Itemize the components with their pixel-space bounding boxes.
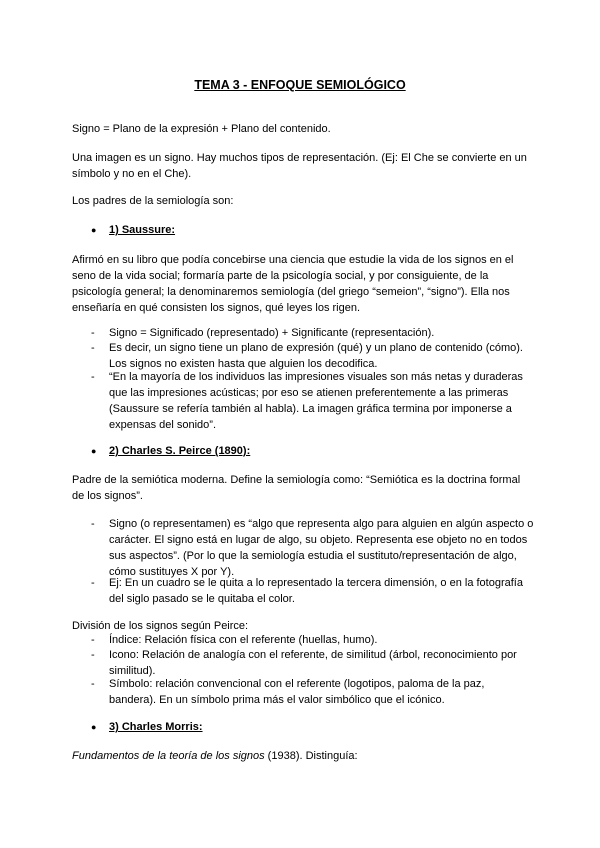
dash-marker: - (91, 342, 95, 354)
paragraph-imagen: Una imagen es un signo. Hay muchos tipos de representación. (Ej: El Che se convierte en un símbolo y no en el Che). (72, 152, 527, 180)
book-title: Fundamentos de la teoría de los signos (72, 750, 265, 762)
bullet-icon: ● (91, 225, 97, 235)
page-title: TEMA 3 - ENFOQUE SEMIOLÓGICO (194, 78, 406, 92)
list-item: Es decir, un signo tiene un plano de expresión (qué) y un plano de contenido (cómo). Los signos no existen hasta que alguien los decodifica. (109, 342, 523, 370)
list-item: Signo (o representamen) es “algo que representa algo para alguien en algún aspecto o carácter. El signo está en lugar de algo, su objeto. Representa ese objeto no en todos sus aspectos”. (Por lo que la semiología estudia el sustituto/representación de algo, cómo sustituyes X por Y). (109, 518, 534, 578)
division-title: División de los signos según Peirce: (72, 620, 249, 632)
list-item: Símbolo: relación convencional con el referente (logotipos, paloma de la paz, bandera). En un símbolo prima más el valor simbólico que el icónico. (109, 678, 485, 706)
list-item: “En la mayoría de los individuos las impresiones visuales son más netas y duraderas que las impresiones acústicas; por eso se atienen preferentemente a las primeras (Saussure se refería también al habla). La imagen gráfica termina por imponerse a expensas del sonido”. (109, 371, 523, 431)
list-item: Icono: Relación de analogía con el referente, de similitud (árbol, reconocimiento por similitud). (109, 649, 517, 677)
book-year: (1938). Distinguía: (264, 750, 358, 762)
dash-marker: - (91, 518, 95, 530)
section-heading-peirce: 2) Charles S. Peirce (1890): (109, 445, 251, 457)
list-item: Índice: Relación física con el referente (huellas, humo). (109, 634, 378, 646)
bullet-icon: ● (91, 722, 97, 732)
paragraph-saussure: Afirmó en su libro que podía concebirse una ciencia que estudie la vida de los signos en el seno de la vida social; formaría parte de la psicología social, y por consiguiente, de la psicología general; la denominaremos semiología (del griego “semeion”, “signo”). Ella nos enseñaría en qué consisten los signos, qué leyes los rigen. (72, 254, 514, 314)
dash-marker: - (91, 634, 95, 646)
paragraph-padres: Los padres de la semiología son: (72, 195, 234, 207)
paragraph-signo: Signo = Plano de la expresión + Plano del contenido. (72, 123, 331, 135)
section-heading-saussure: 1) Saussure: (109, 224, 176, 236)
paragraph-peirce: Padre de la semiótica moderna. Define la semiología como: “Semiótica es la doctrina formal de los signos”. (72, 474, 521, 502)
dash-marker: - (91, 577, 95, 589)
section-heading-morris: 3) Charles Morris: (109, 721, 203, 733)
dash-marker: - (91, 678, 95, 690)
dash-marker: - (91, 371, 95, 383)
dash-marker: - (91, 327, 95, 339)
dash-marker: - (91, 649, 95, 661)
bullet-icon: ● (91, 446, 97, 456)
list-item: Ej: En un cuadro se le quita a lo representado la tercera dimensión, o en la fotografía del siglo pasado se le quitaba el color. (109, 577, 523, 605)
paragraph-morris (72, 748, 532, 764)
list-item: Signo = Significado (representado) + Significante (representación). (109, 327, 435, 339)
